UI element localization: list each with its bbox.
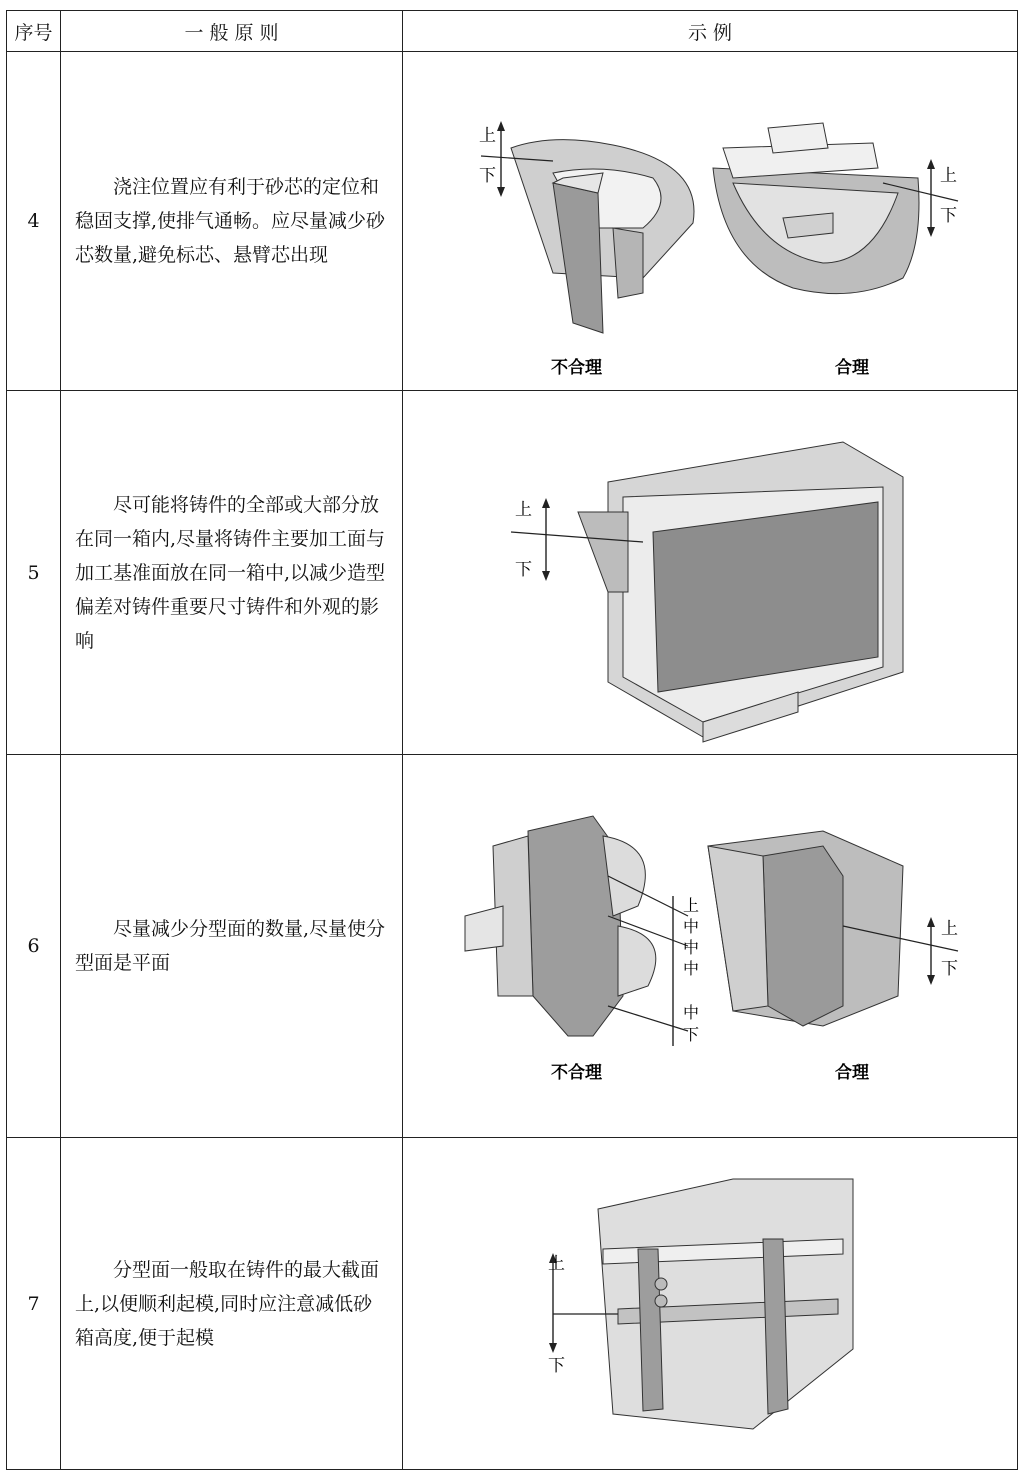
- frame-casting-illustration: [598, 1179, 853, 1429]
- good-casting-illustration: [708, 831, 903, 1026]
- table-row: [7, 755, 1018, 1138]
- label-up: 上: [941, 918, 958, 939]
- label-good: 合理: [835, 357, 869, 378]
- row-index: 7: [7, 1138, 61, 1470]
- row-principle: 分型面一般取在铸件的最大截面上,以便顺利起模,同时应注意减低砂箱高度,便于起模: [61, 1138, 403, 1470]
- label-up: 上: [683, 895, 700, 915]
- label-mid: 中: [683, 1002, 700, 1022]
- label-bad: 不合理: [551, 1062, 602, 1083]
- label-up: 上: [940, 165, 957, 186]
- label-down: 下: [479, 165, 496, 186]
- row-principle: 尽量减少分型面的数量,尽量使分型面是平面: [61, 755, 403, 1138]
- label-up: 上: [479, 125, 496, 146]
- row-principle: 尽可能将铸件的全部或大部分放在同一箱内,尽量将铸件主要加工面与加工基准面放在同一箱中,以减少造型偏差对铸件重要尺寸铸件和外观的影响: [61, 391, 403, 755]
- label-down: 下: [940, 205, 957, 226]
- label-down: 下: [941, 958, 958, 979]
- label-down: 下: [548, 1355, 565, 1376]
- table-row: [7, 1138, 1018, 1470]
- principles-table: [6, 10, 1018, 1470]
- label-up: 上: [515, 499, 532, 520]
- row-principle: 浇注位置应有利于砂芯的定位和稳固支撑,使排气通畅。应尽量减少砂芯数量,避免标芯、悬臂芯出现: [61, 52, 403, 391]
- header-example: 示 例: [403, 11, 1018, 52]
- row-index: 6: [7, 755, 61, 1138]
- label-down: 下: [683, 1024, 700, 1044]
- header-index: 序号: [7, 11, 61, 52]
- example-figure-box: [403, 392, 1017, 754]
- row-index: 5: [7, 391, 61, 755]
- table-header: [7, 11, 1018, 52]
- bad-casting-illustration: [511, 139, 694, 332]
- example-cell: [403, 391, 1018, 755]
- label-down: 下: [515, 559, 532, 580]
- good-casting-illustration: [713, 123, 919, 294]
- label-up: 上: [548, 1253, 565, 1274]
- table-row: [7, 52, 1018, 391]
- label-mid: 中: [683, 916, 700, 936]
- table-row: [7, 391, 1018, 755]
- example-figure-frame: [403, 1139, 1017, 1469]
- label-mid: 中: [683, 958, 700, 978]
- label-good: 合理: [835, 1062, 869, 1083]
- header-principle: 一 般 原 则: [61, 11, 403, 52]
- row-index: 4: [7, 52, 61, 391]
- example-cell: [403, 52, 1018, 391]
- label-mid: 中: [683, 937, 700, 957]
- example-cell: [403, 755, 1018, 1138]
- label-bad: 不合理: [551, 357, 602, 378]
- box-casting-illustration: [578, 442, 903, 742]
- example-cell: [403, 1138, 1018, 1470]
- bad-casting-illustration: [465, 816, 656, 1036]
- example-figure-parting: [403, 756, 1017, 1137]
- example-figure-core: [403, 53, 1017, 390]
